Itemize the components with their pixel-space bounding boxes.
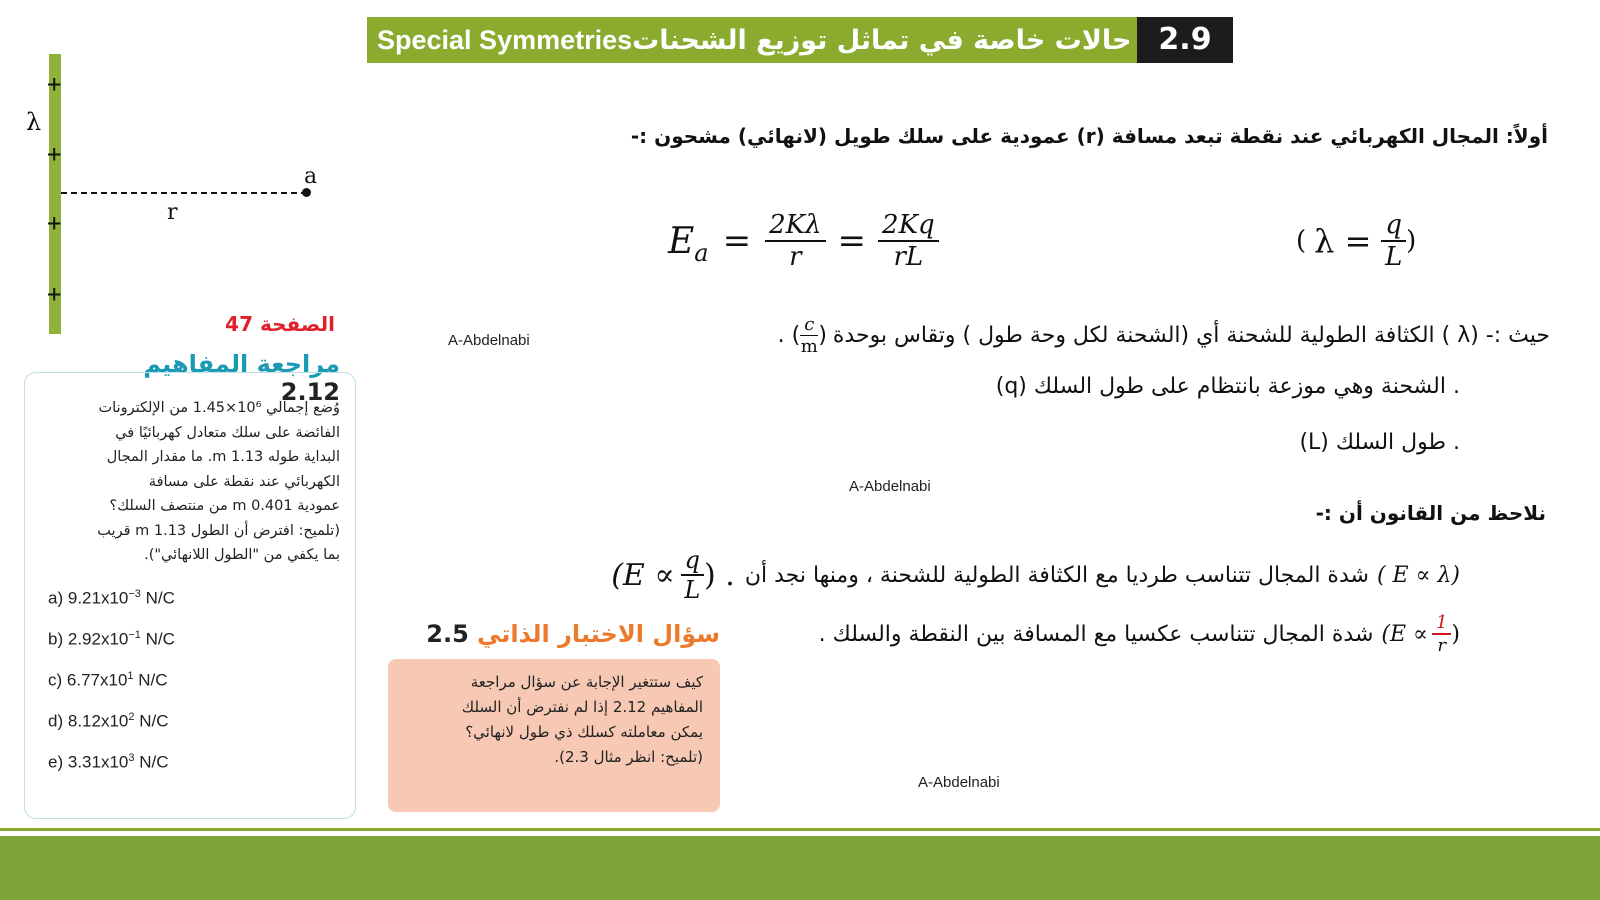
one-over-r-fraction — [1432, 612, 1451, 656]
lambda-formula-lhs: λ = — [1314, 222, 1372, 260]
field-point — [302, 188, 311, 197]
fraction-numerator: q — [1381, 210, 1406, 242]
selftest-title: سؤال الاختبار الذاتي — [477, 620, 720, 648]
formula-equals: = — [722, 221, 752, 261]
option-unit: N/C — [138, 670, 168, 690]
option-letter: d) — [48, 711, 64, 731]
point-label: a — [304, 164, 318, 189]
section-title-bar — [367, 17, 1137, 63]
lambda-fraction — [1381, 210, 1406, 272]
footer-band — [0, 836, 1600, 900]
q-over-L-fraction — [681, 546, 704, 604]
option-exponent: 2 — [128, 711, 135, 723]
section-title-ar: حالات خاصة في تماثل توزيع الشحنات — [632, 25, 1132, 56]
selftest-line: (تلميح: انظر مثال 2.3). — [554, 748, 703, 766]
selftest-number: 2.5 — [426, 620, 469, 648]
option-times-ten: x10 — [100, 670, 128, 690]
review-number: 2.12 — [280, 378, 340, 406]
electric-field-formula — [668, 202, 939, 280]
option-exponent: −3 — [128, 588, 141, 600]
lambda-definition: حيث :- (λ ) الكثافة الطولية للشحنة أي (الشحنة لكل وحة طول ) وتقاس بوحدة ( $\frac{c}{m}$ ) . — [777, 314, 1550, 357]
answer-option-c[interactable] — [48, 670, 168, 691]
option-unit: N/C — [139, 711, 169, 731]
fraction-numerator: 2Kq — [878, 210, 939, 242]
question-line: وُضع إجمالي 10⁶×1.45 من الإلكترونات — [98, 400, 340, 416]
plus-sign: + — [47, 280, 62, 308]
question-line: عمودية 0.401 m من منتصف السلك؟ — [109, 498, 340, 514]
option-letter: a) — [48, 588, 64, 608]
answer-option-a[interactable] — [48, 588, 175, 609]
question-line: الكهربائي عند نقطة على مسافة — [148, 473, 340, 490]
direct-prop-symbol: (E ∝ λ ) — [1376, 562, 1460, 588]
length-definition: (L) طول السلك . — [1299, 430, 1460, 455]
selftest-line: كيف ستتغير الإجابة عن سؤال مراجعة — [470, 673, 703, 691]
formula-lhs: (E ∝ — [611, 557, 675, 593]
answer-option-e[interactable] — [48, 752, 169, 773]
question-line: الفائضة على سلك متعادل كهربائيًا في — [115, 424, 340, 441]
plus-sign: + — [47, 140, 62, 168]
watermark: A-Abdelnabi — [918, 774, 1000, 791]
note-inverse-proportion — [780, 612, 1460, 656]
option-letter: e) — [48, 752, 64, 772]
review-title: مراجعة المفاهيم — [143, 350, 340, 378]
inverse-prop-formula: (E ∝ $\frac{1}{r}$ ) — [1381, 612, 1460, 656]
option-exponent: −1 — [128, 629, 141, 641]
charge-definition: (q) الشحنة وهي موزعة بانتظام على طول السلك . — [995, 374, 1460, 399]
fraction-denominator: L — [1385, 242, 1403, 272]
question-line: (تلميح: افترض أن الطول 1.13 m قريب — [97, 522, 340, 539]
main-heading: أولاً: المجال الكهربائي عند نقطة تبعد مسافة (r) عمودية على سلك طويل (لانهائي) مشحون :- — [630, 124, 1548, 148]
option-times-ten: x10 — [100, 629, 129, 649]
section-number: 2.9 — [1137, 17, 1233, 63]
selftest-question — [400, 670, 703, 770]
fraction-denominator: r — [789, 242, 802, 272]
note-heading: نلاحظ من القانون أن :- — [1315, 501, 1546, 525]
answer-option-d[interactable] — [48, 711, 169, 732]
watermark: A-Abdelnabi — [849, 478, 931, 495]
option-times-ten: x10 — [100, 752, 129, 772]
fraction-numerator: 2Kλ — [765, 210, 825, 242]
option-mantissa: 3.31 — [67, 752, 101, 772]
direct-prop-text: شدة المجال تتناسب طرديا مع الكثافة الطولية للشحنة ، ومنها نجد أن — [744, 562, 1369, 588]
option-times-ten: x10 — [100, 711, 129, 731]
option-times-ten: x10 — [100, 588, 129, 608]
option-mantissa: 9.21 — [67, 588, 101, 608]
distance-label: r — [167, 200, 178, 225]
option-letter: c) — [48, 670, 63, 690]
formula-fraction-1 — [765, 210, 825, 272]
question-line: البداية طوله 1.13 m. ما مقدار المجال — [106, 449, 340, 465]
question-line: بما يكفي من "الطول اللانهائي"). — [144, 547, 340, 563]
option-unit: N/C — [145, 588, 175, 608]
review-question — [40, 396, 340, 568]
note-direct-proportion — [550, 546, 1460, 604]
option-letter: b) — [48, 629, 64, 649]
formula-equals: = — [837, 221, 867, 261]
page-reference: الصفحة 47 — [225, 312, 335, 336]
selftest-line: يمكن معاملته كسلك ذي طول لانهائي؟ — [465, 723, 703, 741]
section-title-en: Special Symmetries — [377, 25, 633, 55]
option-mantissa: 8.12 — [67, 711, 101, 731]
footer-line — [0, 828, 1600, 831]
option-mantissa: 6.77 — [66, 670, 100, 690]
lambda-definition-formula: ( λ = $\frac{q}{L}$ ) — [1296, 210, 1417, 272]
fraction-numerator: q — [681, 546, 704, 576]
direct-prop-formula: (E ∝ $\frac{q}{L}$ ) . — [611, 546, 735, 604]
option-unit: N/C — [145, 629, 175, 649]
selftest-heading — [400, 620, 720, 648]
formula-lhs: (E ∝ — [1381, 621, 1428, 647]
lambda-label: λ — [26, 108, 42, 136]
fraction-numerator: 1 — [1432, 612, 1451, 635]
option-unit: N/C — [139, 752, 169, 772]
answer-option-b[interactable] — [48, 629, 175, 650]
distance-line — [61, 192, 307, 194]
formula-fraction-2 — [878, 210, 939, 272]
fraction-numerator: c — [800, 314, 818, 336]
plus-sign: + — [47, 70, 62, 98]
unit-fraction — [800, 314, 818, 357]
plus-sign: + — [47, 209, 62, 237]
fraction-denominator: rL — [893, 242, 924, 272]
inverse-prop-text: شدة المجال تتناسب عكسيا مع المسافة بين النقطة والسلك . — [818, 621, 1374, 647]
option-exponent: 1 — [127, 670, 134, 682]
section-header — [367, 17, 1233, 63]
lambda-definition-text: حيث :- (λ ) الكثافة الطولية للشحنة أي (الشحنة لكل وحة طول ) وتقاس بوحدة — [832, 323, 1550, 348]
option-mantissa: 2.92 — [67, 629, 101, 649]
option-exponent: 3 — [128, 752, 135, 764]
fraction-denominator: m — [800, 336, 818, 357]
fraction-denominator: r — [1437, 635, 1446, 656]
watermark: A-Abdelnabi — [448, 332, 530, 349]
formula-lhs: E — [668, 220, 695, 262]
fraction-denominator: L — [684, 576, 701, 604]
selftest-line: المفاهيم 2.12 إذا لم نفترض أن السلك — [461, 698, 703, 716]
formula-lhs-sub: a — [694, 239, 709, 267]
